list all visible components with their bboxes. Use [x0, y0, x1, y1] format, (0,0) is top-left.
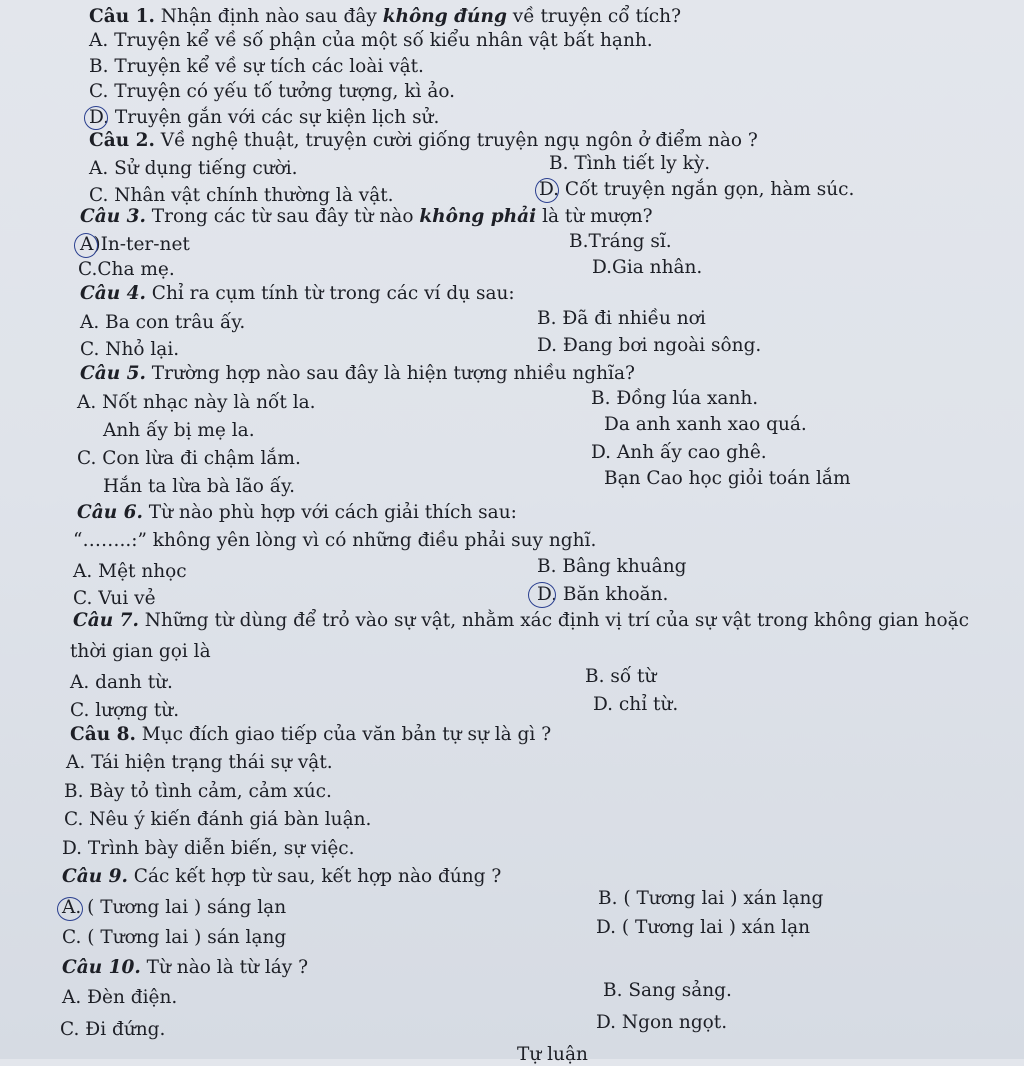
- q2-option-b: B. Tình tiết ly kỳ.: [549, 153, 711, 174]
- question-emphasis: không phải: [419, 206, 537, 227]
- question-label: Câu 4.: [80, 283, 146, 304]
- question-text: Các kết hợp từ sau, kết hợp nào đúng ?: [127, 866, 502, 887]
- q9-option-d: D. ( Tương lai ) xán lạn: [596, 917, 811, 938]
- q2-option-a: A. Sử dụng tiếng cười.: [89, 158, 298, 179]
- question-text: Mục đích giao tiếp của văn bản tự sự là gì ?: [135, 724, 552, 745]
- q5-option-d: D. Anh ấy cao ghê.: [591, 442, 767, 463]
- q1-option-c: C. Truyện có yếu tố tưởng tượng, kì ảo.: [89, 81, 456, 102]
- question-3-stem: [80, 206, 653, 228]
- question-text: Chỉ ra cụm tính từ trong các ví dụ sau:: [145, 283, 515, 304]
- question-9-stem: [62, 866, 501, 888]
- q3-option-c: C.Cha mẹ.: [78, 259, 175, 280]
- question-text: Những từ dùng để trỏ vào sự vật, nhằm xác định vị trí của sự vật trong không gian hoặc: [138, 610, 969, 631]
- q3-option-b: B.Tráng sĩ.: [569, 231, 672, 252]
- question-5-stem: [80, 363, 635, 385]
- question-label: Câu 3.: [80, 206, 146, 227]
- q10-option-c: C. Đi đứng.: [60, 1019, 166, 1040]
- q1-option-a: A. Truyện kể về số phận của một số kiểu nhân vật bất hạnh.: [89, 30, 653, 51]
- q6-option-b: B. Bâng khuâng: [537, 556, 687, 577]
- question-label: Câu 6.: [77, 502, 143, 523]
- question-text: Từ nào phù hợp với cách giải thích sau:: [142, 502, 517, 523]
- q10-option-b: B. Sang sảng.: [603, 980, 732, 1001]
- question-text: Về nghệ thuật, truyện cười giống truyện ngụ ngôn ở điểm nào ?: [154, 130, 758, 151]
- q7-option-c: C. lượng từ.: [70, 700, 180, 721]
- question-1-stem: [89, 6, 681, 28]
- question-label: Câu 9.: [62, 866, 128, 887]
- q8-option-d: D. Trình bày diễn biến, sự việc.: [62, 838, 355, 859]
- question-label: Câu 10.: [62, 957, 141, 978]
- q4-option-c: C. Nhỏ lại.: [80, 339, 180, 360]
- q5-option-d-line2: Bạn Cao học giỏi toán lắm: [604, 468, 851, 489]
- question-text: Từ nào là từ láy ?: [140, 957, 309, 978]
- q5-option-a: A. Nốt nhạc này là nốt la.: [77, 392, 316, 413]
- q10-option-d: D. Ngon ngọt.: [596, 1012, 728, 1033]
- question-text: là từ mượn?: [536, 206, 653, 227]
- question-label: Câu 2.: [89, 130, 155, 151]
- q7-stem-cont: thời gian gọi là: [70, 641, 211, 662]
- q4-option-d: D. Đang bơi ngoài sông.: [537, 335, 762, 356]
- question-label: Câu 1.: [89, 6, 155, 27]
- q7-option-d: D. chỉ từ.: [593, 694, 679, 715]
- question-2-stem: [89, 130, 758, 152]
- q5-option-a-line2: Anh ấy bị mẹ la.: [103, 420, 255, 441]
- q9-option-c: C. ( Tương lai ) sán lạng: [62, 927, 287, 948]
- q2-option-d: D. Cốt truyện ngắn gọn, hàm súc.: [539, 179, 855, 200]
- q4-option-b: B. Đã đi nhiều nơi: [537, 308, 706, 329]
- question-8-stem: [70, 724, 551, 746]
- question-label: Câu 8.: [70, 724, 136, 745]
- question-7-stem: [73, 610, 969, 632]
- q9-option-a: A. ( Tương lai ) sáng lạn: [62, 897, 287, 918]
- question-emphasis: không đúng: [382, 6, 507, 27]
- q5-option-b: B. Đồng lúa xanh.: [591, 388, 759, 409]
- q10-option-a: A. Đèn điện.: [62, 987, 178, 1008]
- question-text: về truyện cổ tích?: [506, 6, 681, 27]
- q5-option-c-line2: Hắn ta lừa bà lão ấy.: [103, 476, 295, 497]
- q7-option-a: A. danh từ.: [70, 672, 173, 693]
- question-10-stem: [62, 957, 308, 979]
- q6-option-a: A. Mệt nhọc: [73, 561, 187, 582]
- q5-option-b-line2: Da anh xanh xao quá.: [604, 414, 807, 435]
- q5-option-c: C. Con lừa đi chậm lắm.: [77, 448, 301, 469]
- question-6-stem: [77, 502, 517, 524]
- q8-option-b: B. Bày tỏ tình cảm, cảm xúc.: [64, 781, 332, 802]
- q4-option-a: A. Ba con trâu ấy.: [80, 312, 246, 333]
- q3-option-d: D.Gia nhân.: [592, 257, 703, 278]
- q9-option-b: B. ( Tương lai ) xán lạng: [598, 888, 824, 909]
- q6-option-d: D. Băn khoăn.: [537, 584, 669, 605]
- question-label: Câu 5.: [80, 363, 146, 384]
- q2-option-c: C. Nhân vật chính thường là vật.: [89, 185, 394, 206]
- question-4-stem: [80, 283, 515, 305]
- q6-quote: “……..:” không yên lòng vì có những điều phải suy nghĩ.: [73, 530, 597, 551]
- q1-option-d: D. Truyện gắn với các sự kiện lịch sử.: [89, 107, 440, 128]
- question-text: Trường hợp nào sau đây là hiện tượng nhiều nghĩa?: [145, 363, 635, 384]
- q8-option-a: A. Tái hiện trạng thái sự vật.: [66, 752, 333, 773]
- q7-option-b: B. số từ: [585, 666, 657, 687]
- question-label: Câu 7.: [73, 610, 139, 631]
- q8-option-c: C. Nêu ý kiến đánh giá bàn luận.: [64, 809, 372, 830]
- q1-option-b: B. Truyện kể về sự tích các loài vật.: [89, 56, 424, 77]
- question-text: Nhận định nào sau đây: [154, 6, 383, 27]
- question-text: Trong các từ sau đây từ nào: [145, 206, 420, 227]
- section-heading: Tự luận: [517, 1044, 588, 1065]
- q6-option-c: C. Vui vẻ: [73, 588, 156, 609]
- q3-option-a: A)In-ter-net: [80, 234, 190, 255]
